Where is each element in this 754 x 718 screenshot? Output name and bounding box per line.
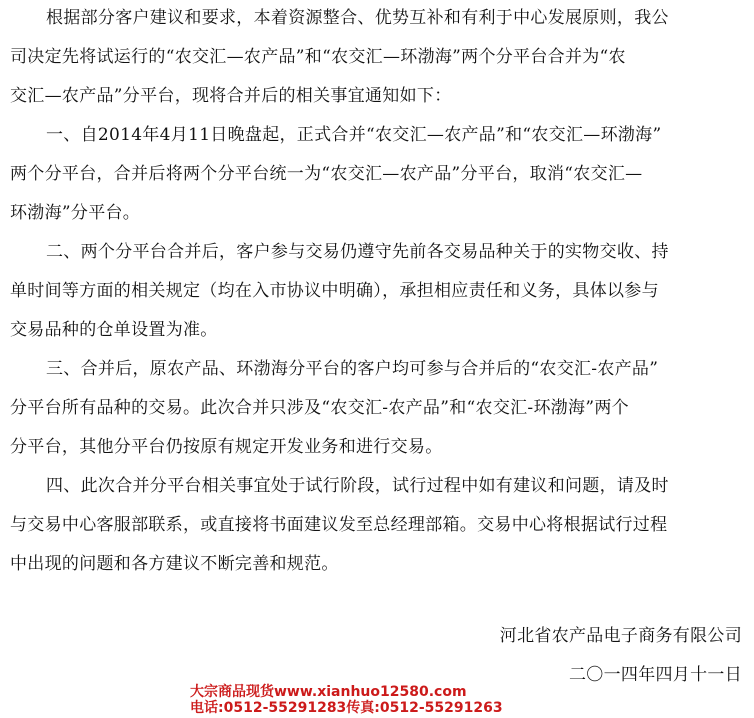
paragraph-2-line-3: 交易品种的仓单设置为准。	[10, 320, 218, 340]
paragraph-3-line-3: 分平台，其他分平台仍按原有规定开发业务和进行交易。	[10, 437, 443, 457]
company-signature: 河北省农产品电子商务有限公司	[499, 626, 742, 646]
watermark-contact: 电话:0512-55291283传真:0512-55291263	[190, 700, 503, 716]
paragraph-intro-line-1: 根据部分客户建议和要求，本着资源整合、优势互补和有利于中心发展原则，我公	[46, 8, 669, 28]
paragraph-3-line-2: 分平台所有品种的交易。此次合并只涉及“农交汇-农产品”和“农交汇-环渤海”两个	[10, 398, 629, 418]
paragraph-intro-line-3: 交汇—农产品”分平台，现将合并后的相关事宜通知如下：	[10, 86, 452, 106]
paragraph-2-line-2: 单时间等方面的相关规定（均在入市协议中明确），承担相应责任和义务，具体以参与	[10, 281, 659, 301]
watermark-website: 大宗商品现货www.xianhuo12580.com	[190, 684, 467, 700]
paragraph-1-line-2: 两个分平台，合并后将两个分平台统一为“农交汇—农产品”分平台，取消“农交汇—	[10, 164, 643, 184]
paragraph-intro-line-2: 司决定先将试运行的“农交汇—农产品”和“农交汇—环渤海”两个分平台合并为“农	[10, 47, 626, 67]
notice-date: 二〇一四年四月十一日	[569, 665, 742, 685]
paragraph-1-line-3: 环渤海”分平台。	[10, 203, 141, 223]
paragraph-2-line-1: 二、两个分平台合并后，客户参与交易仍遵守先前各交易品种关于的实物交收、持	[46, 242, 669, 262]
paragraph-1-line-1: 一、自2014年4月11日晚盘起，正式合并“农交汇—农产品”和“农交汇—环渤海”	[46, 125, 662, 145]
paragraph-4-line-3: 中出现的问题和各方建议不断完善和规范。	[10, 554, 339, 574]
paragraph-3-line-1: 三、合并后，原农产品、环渤海分平台的客户均可参与合并后的“农交汇-农产品”	[46, 359, 659, 379]
paragraph-4-line-1: 四、此次合并分平台相关事宜处于试行阶段，试行过程中如有建议和问题，请及时	[46, 476, 669, 496]
paragraph-4-line-2: 与交易中心客服部联系，或直接将书面建议发至总经理部箱。交易中心将根据试行过程	[10, 515, 668, 535]
